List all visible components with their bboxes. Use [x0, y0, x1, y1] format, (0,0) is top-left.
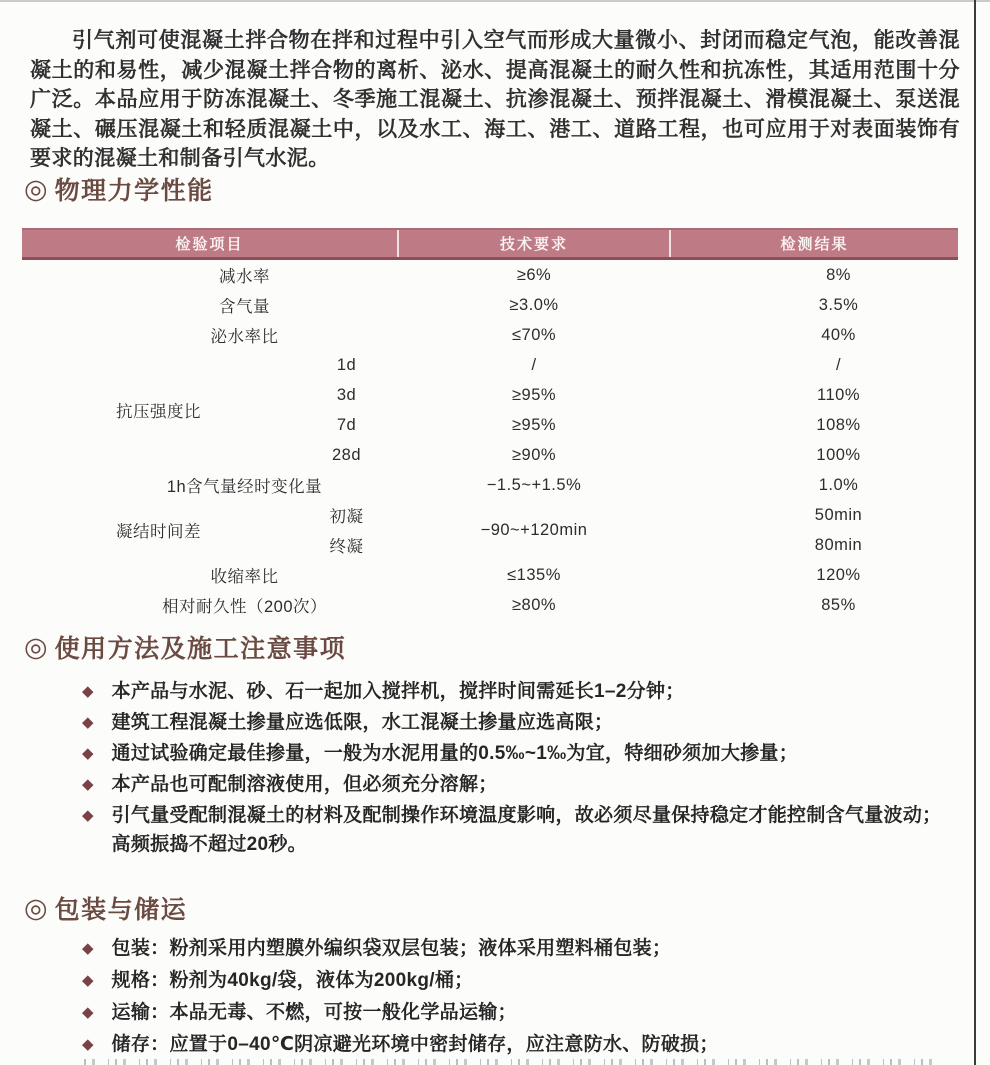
col-header-requirement: 技术要求 [398, 229, 670, 259]
requirement-cell: ≥80% [511, 595, 557, 614]
list-item-text: 运输：本品无毒、不燃，可按一般化学品运输； [111, 1002, 517, 1023]
table-row [22, 500, 958, 530]
col-header-result: 检测结果 [670, 229, 958, 259]
age-cell: 7d [336, 415, 357, 434]
item-cell: 收缩率比 [210, 568, 279, 586]
list-item-text: 建筑工程混凝土掺量应选低限，水工混凝土掺量应选高限； [111, 712, 614, 733]
list-item-line1: 引气量受配制混凝土的材料及配制操作环境温度影响，故必须尽量保持稳定才能控制含气量波动； [111, 805, 942, 826]
table-row [22, 590, 958, 620]
intro-paragraph: 引气剂可使混凝土拌合物在拌和过程中引入空气而形成大量微小、封闭而稳定气泡，能改善混凝土的和易性，减少混凝土拌合物的离析、泌水、提高混凝土的耐久性和抗冻性，其适用范围十分广泛。本品应用于防冻混凝土、冬季施工混凝土、抗渗混凝土、预拌混凝土、滑模混凝土、泵送混凝土、碾压混凝土和轻质混凝土中，以及水工、海工、港工、道路工程，也可应用于对表面装饰有要求的混凝土和制备引气水泥。 [30, 29, 960, 170]
result-cell: 80min [814, 535, 863, 554]
result-cell: 8% [826, 265, 851, 284]
age-cell: 28d [331, 445, 362, 464]
diamond-bullet-icon: ◆ [82, 1036, 94, 1053]
diamond-bullet-icon: ◆ [82, 683, 94, 700]
requirement-cell: / [531, 355, 537, 374]
requirement-cell: ≥6% [516, 265, 552, 284]
requirement-cell: −1.5~+1.5% [486, 475, 582, 494]
age-cell: 1d [336, 355, 357, 374]
requirement-cell: ≤135% [507, 565, 561, 584]
requirement-cell: ≥3.0% [509, 295, 559, 314]
result-cell: 40% [821, 325, 856, 344]
list-item-text: 储存：应置于0–40℃阴凉避光环境中密封储存，应注意防水、防破损； [111, 1034, 719, 1055]
result-cell: 1.0% [818, 475, 859, 494]
requirement-cell: ≥95% [511, 385, 557, 404]
section-heading-packaging [24, 890, 187, 926]
list-item [80, 712, 962, 734]
table-row [22, 290, 958, 320]
result-cell: / [835, 355, 842, 374]
setting-stage-cell: 终凝 [329, 538, 364, 556]
diamond-bullet-icon: ◆ [82, 1004, 94, 1021]
item-cell: 泌水率比 [210, 328, 279, 346]
section-marker-icon: ◎ [24, 173, 48, 204]
scan-top-edge [0, 0, 990, 2]
list-item-line2: 高频振捣不超过20秒。 [111, 834, 307, 855]
item-cell: 含气量 [219, 298, 270, 316]
list-item [80, 743, 962, 765]
section-marker-icon: ◎ [24, 892, 48, 923]
diamond-bullet-icon: ◆ [82, 776, 94, 793]
list-item [80, 681, 962, 703]
section-heading-physical [24, 171, 214, 207]
age-cell: 3d [336, 385, 357, 404]
list-item-text: 包装：粉剂采用内塑膜外编织袋双层包装；液体采用塑料桶包装； [111, 938, 672, 959]
requirement-cell: ≥90% [511, 445, 557, 464]
section-heading-usage [24, 629, 346, 665]
table-row [22, 320, 958, 350]
section-title: 包装与储运 [54, 896, 188, 924]
scan-right-edge [974, 0, 976, 1065]
list-item [80, 938, 962, 960]
packaging-bullet-list [80, 938, 962, 1065]
table-header-row [22, 229, 958, 259]
group-label-cell: 凝结时间差 [116, 523, 201, 541]
group-label-cell: 抗压强度比 [116, 403, 201, 421]
item-cell: 1h含气量经时变化量 [166, 478, 323, 496]
setting-stage-cell: 初凝 [329, 508, 364, 526]
list-item-text: 通过试验确定最佳掺量，一般为水泥用量的0.5‰~1‰为宜，特细砂须加大掺量； [111, 743, 799, 764]
diamond-bullet-icon: ◆ [82, 807, 94, 824]
item-cell: 减水率 [219, 268, 270, 286]
requirement-cell: ≥95% [511, 415, 557, 434]
list-item [80, 805, 962, 856]
usage-bullet-list [80, 681, 962, 865]
list-item-text: 本产品也可配制溶液使用，但必须充分溶解； [111, 774, 498, 795]
section-title: 物理力学性能 [54, 177, 214, 205]
list-item-text [112, 805, 962, 856]
table-row [22, 350, 958, 380]
list-item-text: 规格：粉剂为40kg/袋，液体为200kg/桶； [111, 970, 474, 991]
result-cell: 120% [816, 565, 861, 584]
result-cell: 110% [817, 385, 860, 404]
list-item [80, 970, 962, 992]
result-cell: 85% [821, 595, 856, 614]
list-item-text: 本产品与水泥、砂、石一起加入搅拌机，搅拌时间需延长1–2分钟； [111, 681, 685, 702]
diamond-bullet-icon: ◆ [82, 714, 94, 731]
item-cell: 相对耐久性（200次） [161, 598, 328, 616]
list-item [80, 1002, 962, 1024]
list-item [80, 1034, 962, 1056]
table-row [22, 560, 958, 590]
result-cell: 100% [816, 445, 861, 464]
result-cell: 50min [814, 505, 863, 524]
section-marker-icon: ◎ [24, 631, 48, 662]
section-title: 使用方法及施工注意事项 [54, 635, 347, 663]
table-row [22, 470, 958, 500]
requirement-cell: −90~+120min [480, 520, 588, 539]
result-cell: 108% [816, 415, 861, 434]
clipped-text-row [84, 1059, 940, 1065]
list-item [80, 774, 962, 796]
result-cell: 3.5% [818, 295, 859, 314]
diamond-bullet-icon: ◆ [82, 972, 94, 989]
diamond-bullet-icon: ◆ [82, 940, 94, 957]
diamond-bullet-icon: ◆ [82, 745, 94, 762]
col-header-item: 检验项目 [22, 229, 398, 259]
performance-table [22, 228, 958, 620]
table-row [22, 259, 958, 291]
requirement-cell: ≤70% [511, 325, 557, 344]
